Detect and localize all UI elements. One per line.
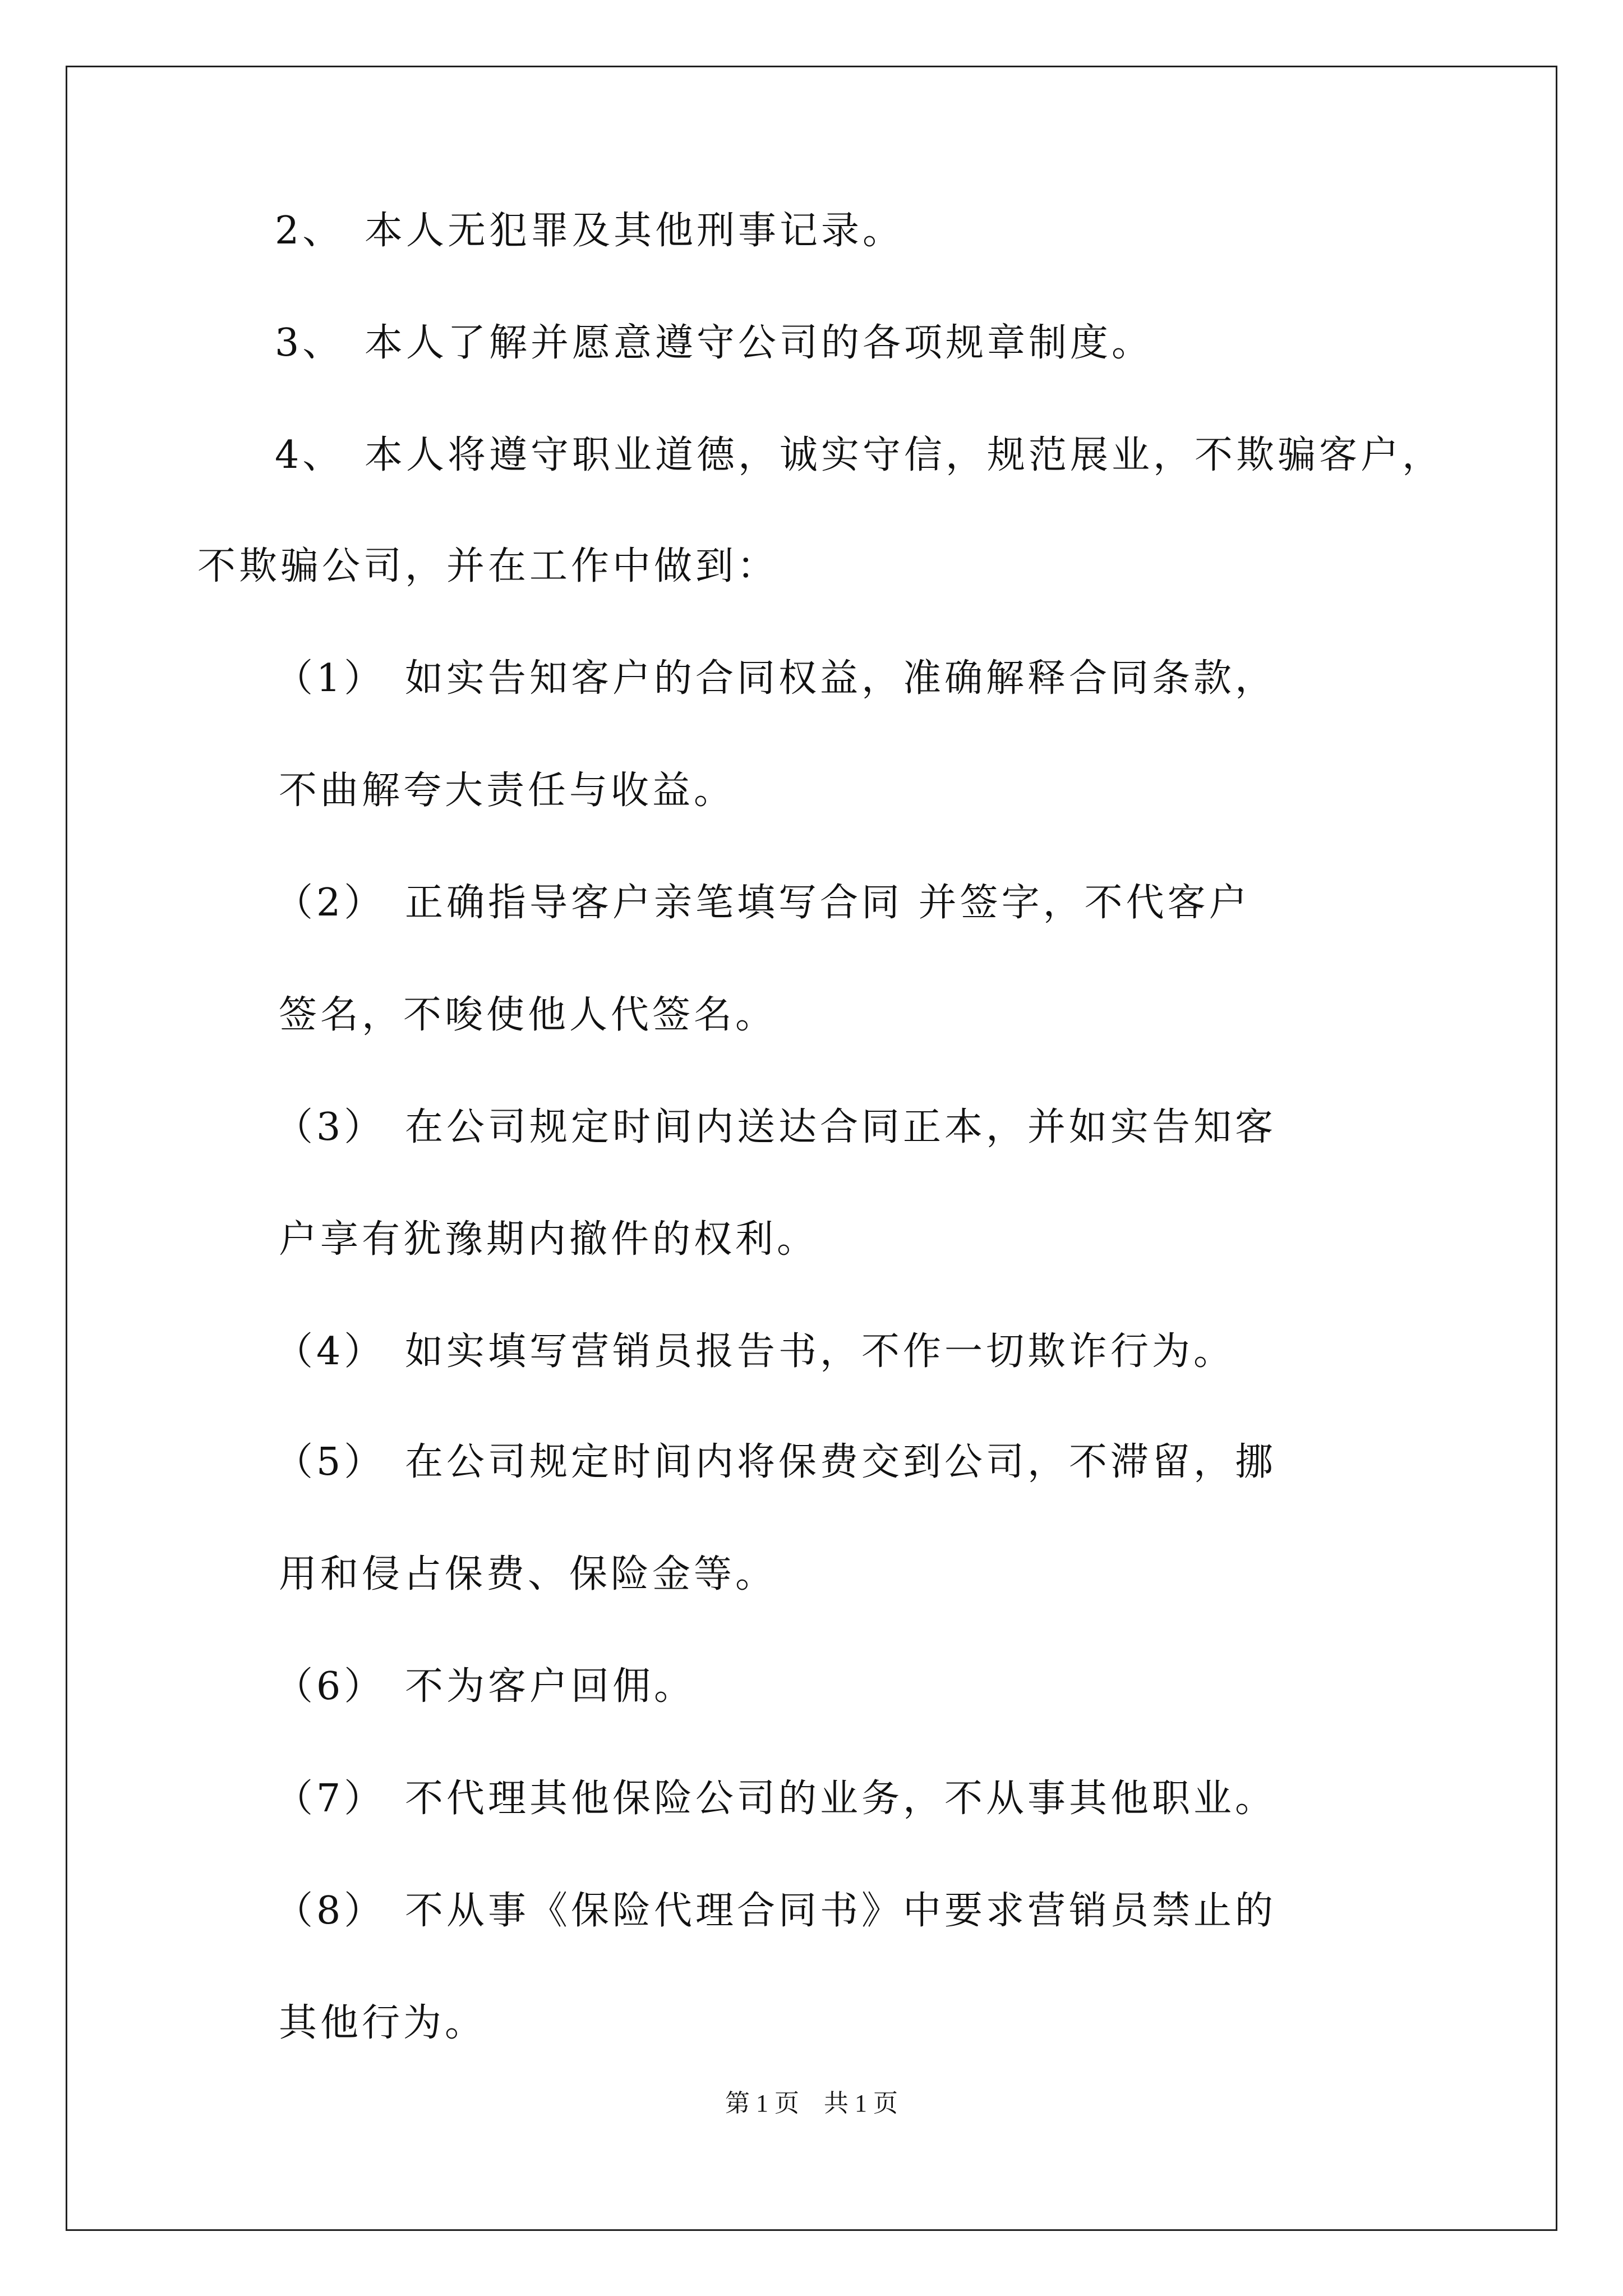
sub-item-number: （6）	[275, 1664, 386, 1709]
sub-item-text: 如实告知客户的合同权益，准确解释合同条款，	[405, 656, 1277, 701]
sub-item-number: （2）	[275, 881, 386, 925]
sub-item-2-continuation	[279, 990, 777, 1041]
item-text: 不欺骗公司，并在工作中做到：	[197, 544, 779, 588]
sub-item-number: （7）	[275, 1777, 386, 1821]
page-number-footer: 第 1 页 共 1 页	[725, 2090, 898, 2117]
sub-item-1-continuation	[279, 766, 735, 816]
sub-item-5-line	[275, 1437, 1276, 1488]
item-number: 2、	[275, 209, 344, 253]
item-text: 本人无犯罪及其他刑事记录。	[365, 209, 905, 253]
item-3-line	[275, 318, 1153, 369]
sub-item-text: 不从事《保险代理合同书》中要求营销员禁止的	[405, 1889, 1277, 1933]
sub-item-3-continuation	[279, 1214, 818, 1265]
sub-item-8-line	[275, 1886, 1276, 1936]
sub-item-7-line	[275, 1774, 1276, 1824]
sub-item-8-continuation	[279, 1998, 486, 2049]
sub-item-number: （4）	[275, 1329, 386, 1374]
sub-item-number: （5）	[275, 1440, 386, 1484]
sub-item-text: 签名，不唆使他人代签名。	[279, 993, 777, 1037]
sub-item-number: （3）	[275, 1105, 386, 1149]
item-4-continuation	[197, 541, 778, 592]
item-text: 本人了解并愿意遵守公司的各项规章制度。	[365, 321, 1154, 365]
sub-item-1-line	[275, 654, 1276, 704]
sub-item-text: 如实填写营销员报告书，不作一切欺诈行为。	[405, 1329, 1235, 1374]
sub-item-text: 正确指导客户亲笔填写合同 并签字，不代客户	[405, 881, 1251, 925]
sub-item-text: 不为客户回佣。	[405, 1664, 696, 1709]
sub-item-text: 在公司规定时间内送达合同正本，并如实告知客	[405, 1105, 1277, 1149]
sub-item-number: （1）	[275, 656, 386, 701]
sub-item-text: 不代理其他保险公司的业务，不从事其他职业。	[405, 1777, 1277, 1821]
sub-item-4-line	[275, 1327, 1235, 1377]
item-number: 4、	[275, 433, 344, 477]
item-2-line	[275, 206, 904, 256]
sub-item-text: 在公司规定时间内将保费交到公司，不滞留，挪	[405, 1440, 1277, 1484]
item-text: 本人将遵守职业道德，诚实守信，规范展业，不欺骗客户，	[365, 433, 1444, 477]
item-4-line	[275, 430, 1444, 481]
sub-item-3-line	[275, 1102, 1276, 1153]
sub-item-number: （8）	[275, 1889, 386, 1933]
sub-item-5-continuation	[279, 1549, 777, 1600]
item-number: 3、	[275, 321, 344, 365]
sub-item-text: 用和侵占保费、保险金等。	[279, 1552, 777, 1596]
sub-item-text: 不曲解夸大责任与收益。	[279, 769, 736, 813]
sub-item-6-line	[275, 1662, 695, 1712]
sub-item-text: 户享有犹豫期内撤件的权利。	[279, 1217, 819, 1262]
sub-item-text: 其他行为。	[279, 2001, 487, 2045]
sub-item-2-line	[275, 878, 1251, 928]
